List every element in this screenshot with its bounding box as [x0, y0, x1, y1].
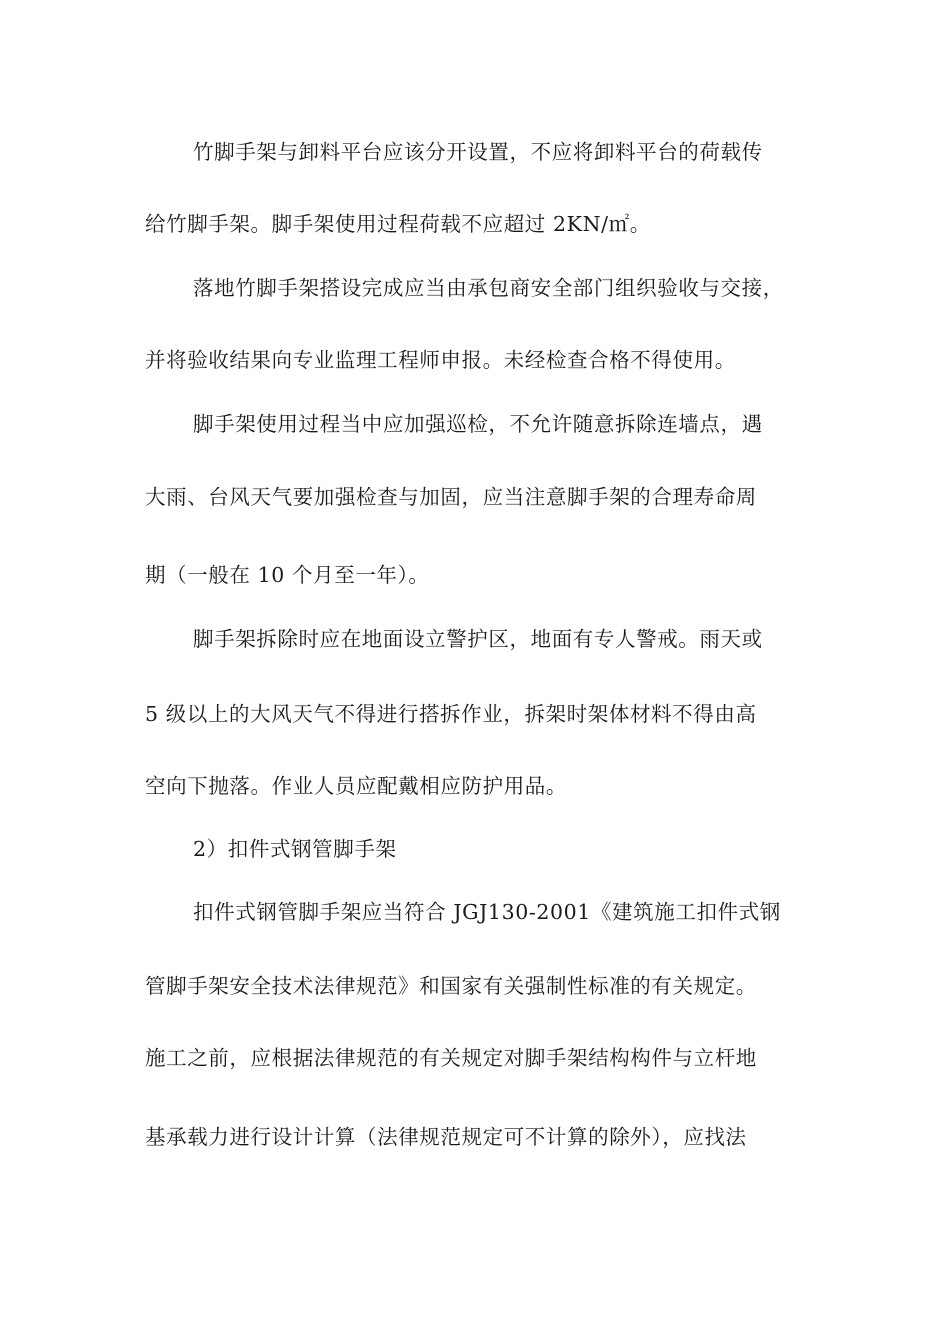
- paragraph-line: 给竹脚手架。脚手架使用过程荷载不应超过 2KN/㎡。: [145, 212, 651, 236]
- paragraph-line: 施工之前，应根据法律规范的有关规定对脚手架结构构件与立杆地: [145, 1046, 757, 1070]
- paragraph-line: 脚手架拆除时应在地面设立警护区，地面有专人警戒。雨天或: [193, 627, 763, 651]
- paragraph-line: 基承载力进行设计计算（法律规范规定可不计算的除外），应找法: [145, 1125, 747, 1149]
- paragraph-line: 竹脚手架与卸料平台应该分开设置，不应将卸料平台的荷载传: [193, 140, 763, 164]
- paragraph-line: 脚手架使用过程当中应加强巡检，不允许随意拆除连墙点，遇: [193, 412, 763, 436]
- paragraph-line: 空向下抛落。作业人员应配戴相应防护用品。: [145, 774, 567, 798]
- paragraph-line: 5 级以上的大风天气不得进行搭拆作业，拆架时架体材料不得由高: [145, 702, 757, 726]
- section-heading: 2）扣件式钢管脚手架: [193, 837, 397, 861]
- paragraph-line: 扣件式钢管脚手架应当符合 JGJ130-2001《建筑施工扣件式钢: [193, 900, 781, 924]
- paragraph-line: 管脚手架安全技术法律规范》和国家有关强制性标准的有关规定。: [145, 974, 757, 998]
- paragraph-line: 并将验收结果向专业监理工程师申报。未经检查合格不得使用。: [145, 348, 736, 372]
- paragraph-line: 落地竹脚手架搭设完成应当由承包商安全部门组织验收与交接，: [193, 276, 784, 300]
- paragraph-line: 大雨、台风天气要加强检查与加固，应当注意脚手架的合理寿命周: [145, 485, 757, 509]
- paragraph-line: 期（一般在 10 个月至一年）。: [145, 563, 430, 587]
